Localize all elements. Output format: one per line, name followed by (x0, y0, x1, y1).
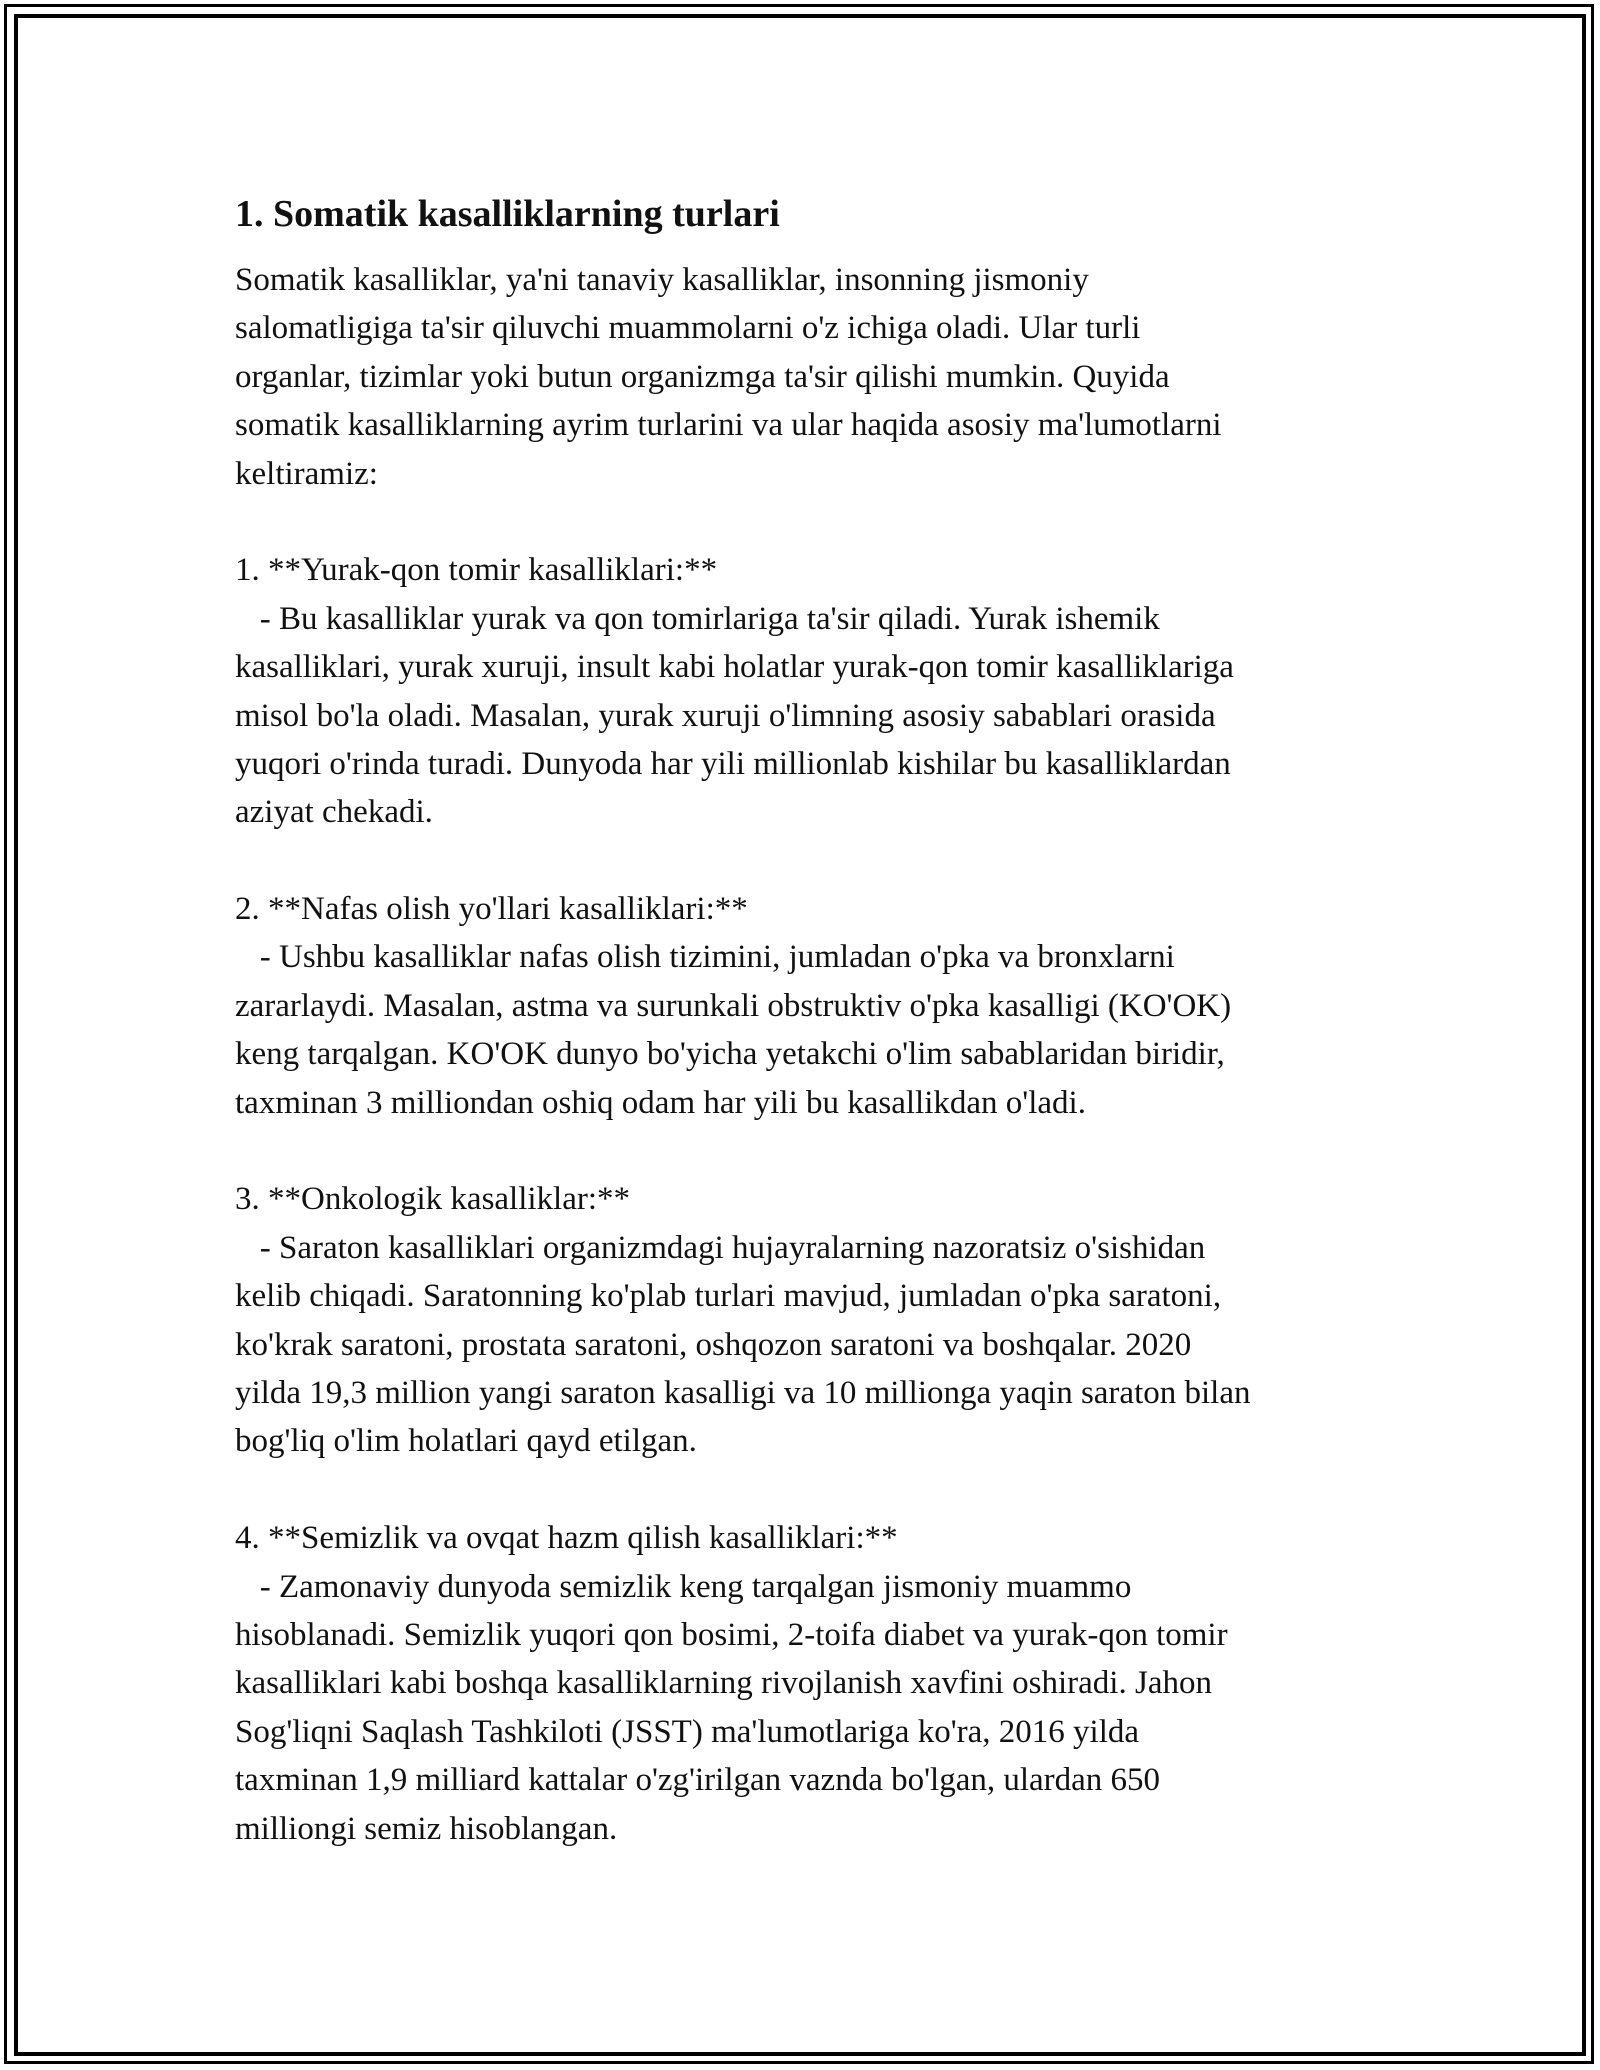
text-line: Somatik kasalliklar, ya'ni tanaviy kasalliklar, insonning jismoniy (235, 262, 1089, 298)
text-line: misol bo'la oladi. Masalan, yurak xuruji o'limning asosiy sabablari orasida (235, 697, 1216, 734)
text-line: keltiramiz: (235, 455, 378, 492)
section-obesity-digestive (235, 1514, 1375, 1853)
text-line: yuqori o'rinda turadi. Dunyoda har yili millionlab kishilar bu kasalliklardan (235, 745, 1231, 782)
text-line: - Saraton kasalliklari organizmdagi hujayralarning nazoratsiz o'sishidan (235, 1229, 1206, 1266)
text-line: Sog'liqni Saqlash Tashkiloti (JSST) ma'lumotlariga ko'ra, 2016 yilda (235, 1713, 1140, 1750)
paragraph-gap (235, 837, 1375, 885)
text-line: taxminan 3 milliondan oshiq odam har yili bu kasallikdan o'ladi. (235, 1084, 1086, 1121)
section-cardiovascular (235, 546, 1375, 836)
text-line: - Bu kasalliklar yurak va qon tomirlariga ta'sir qiladi. Yurak ishemik (235, 600, 1160, 637)
text-line: bog'liq o'lim holatlari qayd etilgan. (235, 1423, 697, 1460)
text-line: ko'krak saratoni, prostata saratoni, oshqozon saratoni va boshqalar. 2020 (235, 1326, 1192, 1363)
text-line: hisoblanadi. Semizlik yuqori qon bosimi, 2-toifa diabet va yurak-qon tomir (235, 1616, 1228, 1653)
paragraph-gap (235, 1127, 1375, 1175)
section-heading: 2. **Nafas olish yo'llari kasalliklari:** (235, 891, 748, 928)
text-line: yilda 19,3 million yangi saraton kasalligi va 10 millionga yaqin saraton bilan (235, 1374, 1251, 1411)
text-line: zararlaydi. Masalan, astma va surunkali obstruktiv o'pka kasalligi (KO'OK) (235, 987, 1232, 1024)
text-line: keng tarqalgan. KO'OK dunyo bo'yicha yetakchi o'lim sabablaridan biridir, (235, 1036, 1225, 1073)
section-heading: 1. **Yurak-qon tomir kasalliklari:** (235, 552, 718, 589)
text-line: kasalliklari, yurak xuruji, insult kabi holatlar yurak-qon tomir kasalliklariga (235, 649, 1234, 686)
intro-paragraph (235, 256, 1375, 498)
text-line: - Ushbu kasalliklar nafas olish tizimini, jumladan o'pka va bronxlarni (235, 939, 1175, 976)
section-oncological (235, 1175, 1375, 1465)
paragraph-gap (235, 498, 1375, 546)
section-heading: 3. **Onkologik kasalliklar:** (235, 1181, 631, 1218)
text-line: kasalliklari kabi boshqa kasalliklarning rivojlanish xavfini oshiradi. Jahon (235, 1665, 1212, 1702)
text-line: salomatligiga ta'sir qiluvchi muammolarni o'z ichiga oladi. Ular turli (235, 310, 1141, 347)
section-heading: 4. **Semizlik va ovqat hazm qilish kasalliklari:** (235, 1520, 898, 1557)
section-respiratory (235, 885, 1375, 1127)
paragraph-gap (235, 1466, 1375, 1514)
text-line: milliongi semiz hisoblangan. (235, 1810, 618, 1847)
text-line: kelib chiqadi. Saratonning ko'plab turlari mavjud, jumladan o'pka saratoni, (235, 1278, 1222, 1315)
text-line: aziyat chekadi. (235, 794, 433, 831)
text-line: somatik kasalliklarning ayrim turlarini va ular haqida asosiy ma'lumotlarni (235, 407, 1222, 444)
text-line: taxminan 1,9 milliard kattalar o'zg'irilgan vaznda bo'lgan, ulardan 650 (235, 1762, 1161, 1799)
document-title: 1. Somatik kasalliklarning turlari (235, 193, 780, 235)
text-line: organlar, tizimlar yoki butun organizmga ta'sir qilishi mumkin. Quyida (235, 358, 1170, 395)
text-line: - Zamonaviy dunyoda semizlik keng tarqalgan jismoniy muammo (235, 1568, 1132, 1605)
document-body (235, 190, 1375, 1853)
